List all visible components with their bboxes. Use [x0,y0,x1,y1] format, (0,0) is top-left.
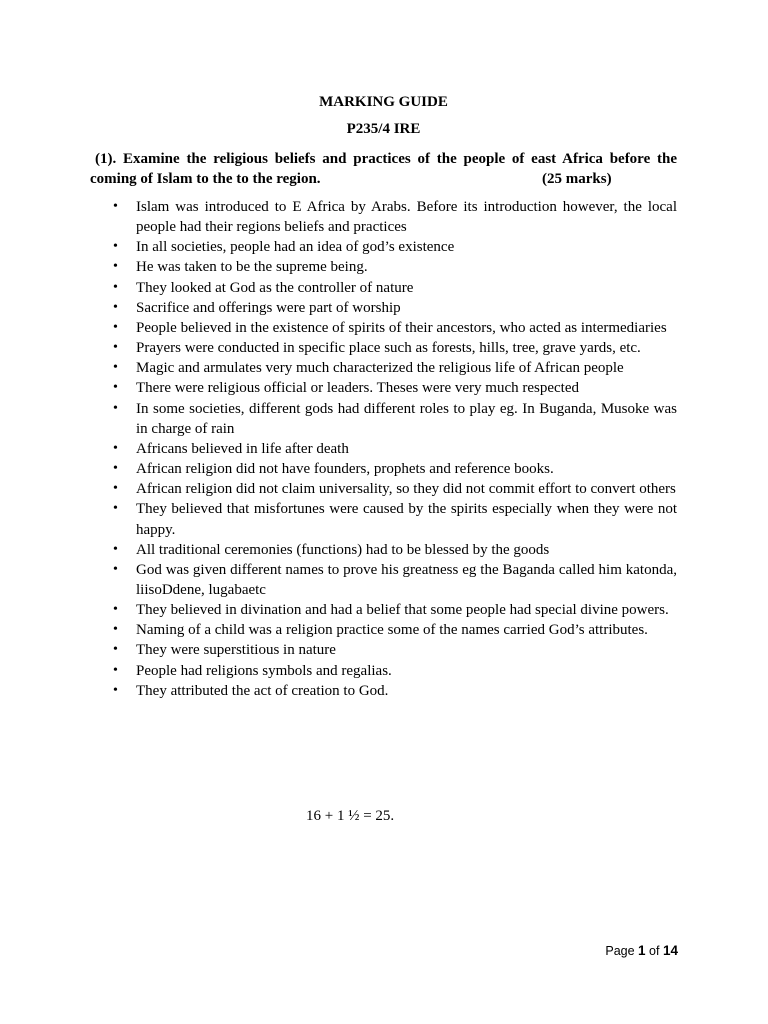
bullet-icon: • [113,682,118,698]
bullet-icon: • [113,501,118,517]
list-item-text: God was given different names to prove his greatness eg the Baganda called him katonda, liisoDdene, lugabaetc [136,561,677,598]
list-item-text: They were superstitious in nature [136,642,336,659]
list-item [90,439,677,459]
list-item [90,399,677,439]
list-item [90,278,677,298]
bullet-icon: • [113,239,118,255]
list-item-text: They looked at God as the controller of nature [136,279,414,296]
document-title: MARKING GUIDE [319,94,448,110]
bullet-icon: • [113,360,118,376]
question-line-2-row [90,169,677,189]
list-item-text: Islam was introduced to E Africa by Arabs. Before its introduction however, the local people had their regions beliefs and practices [136,199,677,236]
list-item-text: He was taken to be the supreme being. [136,259,368,276]
list-item [90,620,677,640]
list-item-text: Magic and armulates very much characterized the religious life of African people [136,360,624,377]
bullet-icon: • [113,259,118,275]
list-item-text: All traditional ceremonies (functions) had to be blessed by the goods [136,541,550,558]
list-item-text: There were religious official or leaders. Theses were very much respected [136,380,579,397]
list-item-text: They believed in divination and had a belief that some people had special divine powers. [136,602,669,619]
list-item [90,540,677,560]
question-line-2: coming of Islam to the to the region. [90,171,321,187]
bullet-icon: • [113,481,118,497]
list-item [90,600,677,620]
list-item-text: African religion did not claim universality, so they did not commit effort to convert others [136,481,676,498]
list-item [90,358,677,378]
list-item [90,378,677,398]
bullet-icon: • [113,380,118,396]
bullet-icon: • [113,622,118,638]
paper-code: P235/4 IRE [346,121,421,137]
list-item [90,318,677,338]
bullet-icon: • [113,319,118,335]
list-item [90,459,677,479]
list-item-text: People believed in the existence of spirits of their ancestors, who acted as intermediaries [136,319,667,336]
question-line-1: (1). Examine the religious beliefs and practices of the people of east Africa before the [95,151,677,167]
list-item [90,661,677,681]
list-item [90,681,677,701]
question-marks: (25 marks) [542,171,612,187]
bullet-icon: • [113,541,118,557]
list-item-text: Africans believed in life after death [136,440,349,457]
list-item-text: Sacrifice and offerings were part of worship [136,299,401,316]
bullet-icon: • [113,461,118,477]
bullet-icon: • [113,279,118,295]
bullet-icon: • [113,642,118,658]
list-item [90,479,677,499]
bullet-icon: • [113,340,118,356]
list-item-text: They attributed the act of creation to God. [136,682,389,699]
list-item-text: African religion did not have founders, prophets and reference books. [136,461,554,478]
list-item-text: People had religions symbols and regalias. [136,662,392,679]
list-item [90,237,677,257]
question-block [90,149,677,189]
list-item [90,560,677,600]
bullet-icon: • [113,561,118,577]
list-item [90,257,677,277]
list-item [90,640,677,660]
answer-points-list [90,197,677,701]
total-pages: 14 [662,943,678,958]
document-page [90,92,677,701]
bullet-icon: • [113,602,118,618]
list-item [90,197,677,237]
list-item-text: They believed that misfortunes were caused by the spirits especially when they were not happy. [136,501,677,538]
list-item [90,298,677,318]
page-footer [605,942,678,960]
page-word: Page [605,944,635,958]
list-item-text: Naming of a child was a religion practice some of the names carried God’s attributes. [136,622,648,639]
list-item-text: Prayers were conducted in specific place such as forests, hills, tree, grave yards, etc. [136,340,641,357]
list-item [90,499,677,539]
page-number: 1 [638,943,646,958]
list-item [90,338,677,358]
bullet-icon: • [113,299,118,315]
bullet-icon: • [113,400,118,416]
list-item-text: In some societies, different gods had different roles to play eg. In Buganda, Musoke was in charge of rain [136,400,677,437]
bullet-icon: • [113,199,118,214]
bullet-icon: • [113,662,118,678]
list-item-text: In all societies, people had an idea of god’s existence [136,239,455,256]
bullet-icon: • [113,440,118,456]
of-word: of [649,944,660,958]
marks-formula: 16 + 1 ½ = 25. [306,808,395,824]
